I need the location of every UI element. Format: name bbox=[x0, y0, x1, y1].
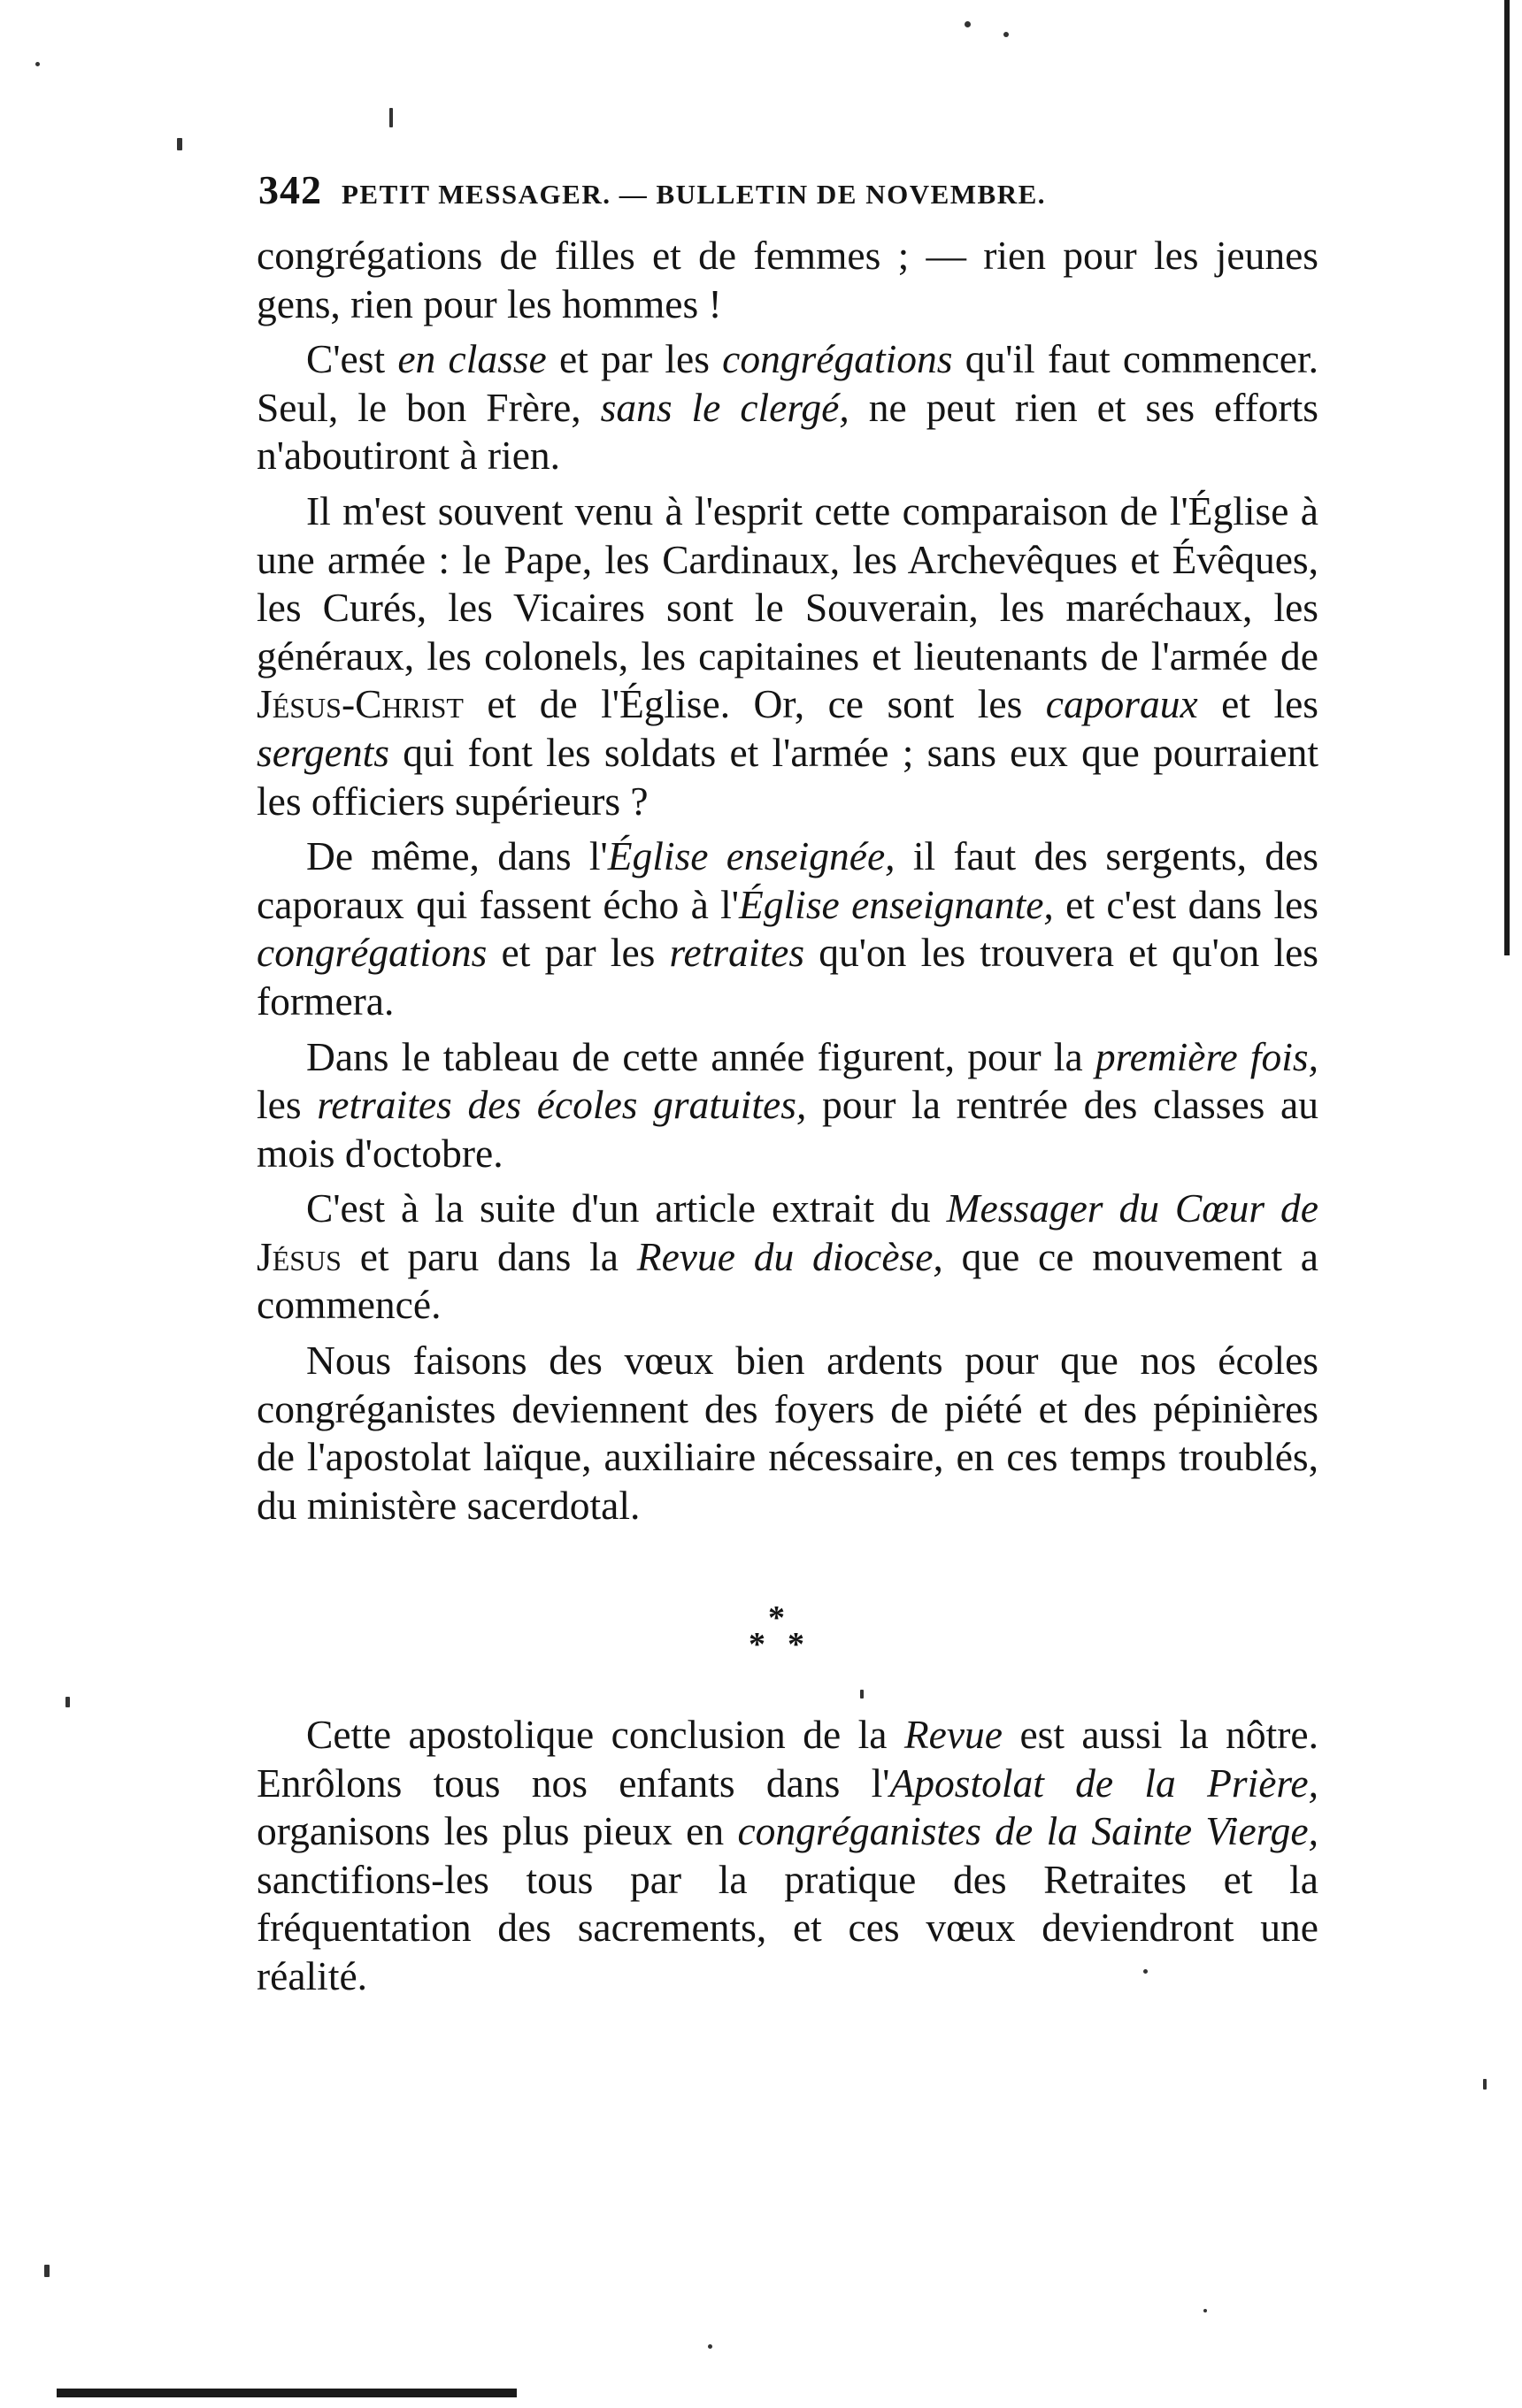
text-run: pour la rentrée des classes au mois d'octobre. bbox=[257, 1082, 1318, 1176]
asterism-divider bbox=[726, 1601, 832, 1672]
italic-run: retraites bbox=[669, 930, 805, 976]
text-run: qu'on les trouvera et qu'on les formera. bbox=[257, 930, 1318, 1024]
italic-run: Messager du Cœur de bbox=[946, 1185, 1318, 1231]
italic-run: retraites des écoles gratuites, bbox=[317, 1082, 807, 1128]
italic-run: Église enseignée, bbox=[607, 833, 896, 879]
italic-run: congrégations bbox=[722, 336, 953, 382]
text-run: C'est bbox=[306, 336, 398, 382]
scan-speck bbox=[860, 1690, 864, 1699]
paragraph-1: congrégations de filles et de femmes ; — rien pour les jeunes gens, rien pour les hommes ! bbox=[257, 233, 1318, 326]
italic-run: sergents bbox=[257, 729, 389, 775]
scan-speck bbox=[1143, 1969, 1148, 1974]
scan-speck bbox=[1483, 2079, 1487, 2090]
italic-run: première fois, bbox=[1095, 1033, 1318, 1079]
text-run: organisons les plus pieux en bbox=[257, 1808, 738, 1854]
bottom-edge-rule bbox=[57, 2389, 517, 2397]
text-run: sanctifions-les tous par la pratique des Retraites et la fréquentation des sacrements, et ces vœux deviendront une réalité. bbox=[257, 1856, 1318, 1998]
paragraph-7: Nous faisons des vœux bien ardents pour que nos écoles congréganistes deviennent des foyers de piété et des pépinières de l'apostolat laïque, auxiliaire nécessaire, en ces temps troublés, du ministère sacerdotal. bbox=[257, 1338, 1318, 1528]
scan-speck bbox=[1203, 2309, 1207, 2312]
text-run: qui font les soldats et l'armée ; sans eux que pourraient les officiers supérieurs ? bbox=[257, 729, 1318, 824]
text-run: il faut des sergents, des caporaux qui fassent écho à l' bbox=[257, 833, 1318, 927]
scan-speck bbox=[65, 1697, 70, 1707]
text-run: et de l'Église. Or, ce sont les bbox=[463, 681, 1046, 727]
paragraph-5 bbox=[257, 1033, 1318, 1178]
text-run: les bbox=[257, 1082, 318, 1128]
italic-run: congréganistes de la Sainte Vierge, bbox=[737, 1808, 1318, 1854]
page-header bbox=[258, 166, 1320, 219]
scan-speck bbox=[44, 2265, 50, 2277]
text-run: que ce mouvement a commencé. bbox=[257, 1233, 1319, 1328]
text-run: qu'il faut commencer. Seul, le bon Frère, bbox=[257, 336, 1318, 430]
italic-run: en classe bbox=[397, 336, 547, 382]
paragraph-2 bbox=[257, 335, 1318, 480]
text-run: ne peut rien et ses efforts n'aboutiront à rien. bbox=[257, 384, 1318, 479]
running-head: PETIT MESSAGER. — BULLETIN DE NOVEMBRE. bbox=[342, 179, 1047, 210]
text-run: est aussi la nôtre. Enrôlons tous nos enfants dans l' bbox=[257, 1712, 1318, 1806]
text-run: et par les bbox=[546, 336, 723, 382]
text-run: et par les bbox=[487, 930, 670, 976]
asterism-star-top: * bbox=[768, 1599, 785, 1637]
italic-run: congrégations bbox=[257, 930, 488, 976]
scan-speck bbox=[965, 21, 971, 27]
italic-run: Apostolat de la Prière, bbox=[889, 1760, 1318, 1806]
italic-run: Revue bbox=[903, 1712, 1003, 1757]
paragraph-6 bbox=[257, 1185, 1318, 1330]
text-run: et c'est dans les bbox=[1053, 881, 1318, 927]
text-run: De même, dans l' bbox=[306, 833, 608, 879]
italic-run: Église enseignante, bbox=[739, 881, 1054, 927]
italic-run: caporaux bbox=[1045, 681, 1198, 727]
asterism-star-left: * bbox=[749, 1626, 765, 1663]
page-number: 342 bbox=[258, 167, 322, 212]
page-edge-rule bbox=[1504, 0, 1510, 955]
text-run: et les bbox=[1197, 681, 1318, 727]
text-run: C'est à la suite d'un article extrait du bbox=[306, 1185, 947, 1231]
smallcaps-run: Jésus-Christ bbox=[257, 681, 464, 727]
italic-run: Revue du diocèse, bbox=[636, 1233, 943, 1279]
body-text bbox=[257, 232, 1318, 1530]
text-run: Cette apostolique conclusion de la bbox=[306, 1712, 904, 1757]
text-run: et paru dans la bbox=[341, 1233, 637, 1279]
paragraph-3 bbox=[257, 487, 1318, 825]
scan-speck bbox=[389, 108, 393, 127]
paragraph-4 bbox=[257, 832, 1318, 1025]
text-run: Il m'est souvent venu à l'esprit cette comparaison de l'Église à une armée : le Pape, les Cardinaux, les Archevêques et Évêques, les Curés, les Vicaires sont le Souverain, les maréchaux, les généraux, les colonels, les capitaines et lieutenants de l'armée de bbox=[257, 487, 1318, 679]
scan-speck bbox=[177, 138, 182, 150]
asterism-star-right: * bbox=[788, 1626, 804, 1663]
italic-run: sans le clergé, bbox=[600, 384, 849, 430]
text-run: Dans le tableau de cette année figurent, pour la bbox=[306, 1033, 1095, 1079]
smallcaps-run: Jésus bbox=[257, 1233, 342, 1279]
scan-speck bbox=[708, 2344, 712, 2349]
scan-speck bbox=[35, 62, 40, 66]
conclusion-paragraph bbox=[257, 1711, 1318, 2001]
scan-speck bbox=[1003, 32, 1009, 37]
paragraph-8 bbox=[257, 1711, 1318, 2001]
